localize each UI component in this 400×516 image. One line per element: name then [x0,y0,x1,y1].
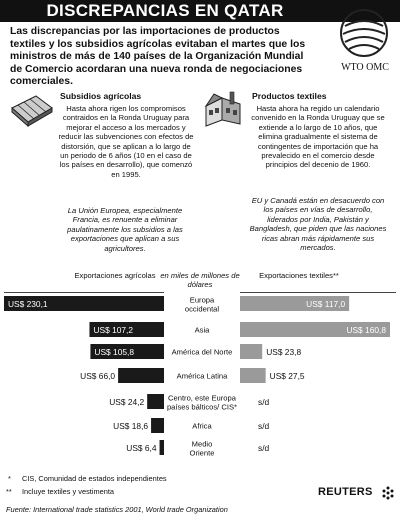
bar-agricolas [118,368,164,383]
footnote-cis-mark: * [8,474,11,483]
bar-label-textiles: US$ 117,0 [306,299,346,309]
category-label: Africa [192,421,212,431]
section-text-textiles: Hasta ahora ha regido un calendario convenido en la Ronda Uruguay que se extiende a lo largo de 10 años, que elimina gradualmente el sistema de contingentes de importación que ha prevalecido en el comercio desde principios del decenio de 1960. [251,104,385,170]
bar-label-textiles: s/d [258,443,270,453]
bar-label-agricolas: US$ 107,2 [93,325,134,335]
section-heading-textiles: Productos textiles [252,91,327,101]
source-note: Fuente: International trade statistics 2001, World trade Organization [6,505,228,514]
section-heading-agricolas: Subsidios agrícolas [60,91,142,101]
bar-label-textiles: US$ 27,5 [269,371,305,381]
section-note-textiles: EU y Canadá están en desacuerdo con los países en vías de desarrollo, liderados por India, Pakistán y Bangladesh, que piden que las naciones ricas abran más rápidamente sus mercados. [249,196,387,253]
section-note-agricolas: La Unión Europea, especialmente Francia, es renuente a eliminar paulatinamente los subsidios a las exportaciones que aplican a sus agricultores. [67,206,183,253]
category-label: Asia [194,325,210,335]
page-title: DISCREPANCIAS EN QATAR [46,1,284,20]
reuters-credit: REUTERS [318,486,373,498]
bar-label-agricolas: US$ 105,8 [94,347,135,357]
footnote-textiles: Incluye textiles y vestimenta [22,487,115,496]
bar-label-agricolas: US$ 24,2 [109,397,145,407]
bar-label-textiles: s/d [258,397,270,407]
right-series-header: Exportaciones textiles** [259,271,339,280]
section-text-agricolas: Hasta ahora rigen los compromisos contraidos en la Ronda Uruguay para mejorar el acceso a los mercados y reducir las subvenciones con efectos de distorsión, que se aplican a lo largo de un periodo de 6 años (10 en el caso de los países en desarrollo), que comenzó en 1995. [58,104,194,179]
intro-text: Las discrepancias por las importaciones de productos textiles y los subsidios agrícolas evitaban el martes que los ministros de más de 140 países de la Organización Mundial de Comercio acordaran una nueva ronda de negociaciones comerciales. [10,26,306,87]
bar-textiles [240,368,266,383]
footnote-textiles-mark: ** [6,487,12,496]
bar-label-agricolas: US$ 66,0 [80,371,116,381]
category-label: Medio Oriente [189,439,215,458]
wto-logo-label: WTO OMC [341,62,389,73]
reuters-logo-icon [381,486,395,500]
category-label: América Latina [176,371,228,381]
bar-textiles [240,344,262,359]
bar-label-textiles: s/d [258,421,270,431]
bar-agricolas [160,440,164,455]
left-series-header: Exportaciones agrícolas [74,271,156,280]
bar-label-textiles: US$ 160,8 [346,325,386,335]
bar-label-agricolas: US$ 6,4 [126,443,157,453]
category-label: Europa occidental [184,295,220,314]
category-label: América del Norte [171,347,233,357]
bar-label-textiles: US$ 23,8 [266,347,302,357]
category-label: Centro, este Europa países bálticos/ CIS* [166,393,238,412]
bar-label-agricolas: US$ 230,1 [8,299,48,309]
bar-label-agricolas: US$ 18,6 [113,421,149,431]
bar-agricolas [151,418,164,433]
bar-agricolas [147,394,164,409]
footnote-cis: CIS, Comunidad de estados independientes [22,474,167,483]
unit-header: en miles de millones de dólares [160,271,240,289]
